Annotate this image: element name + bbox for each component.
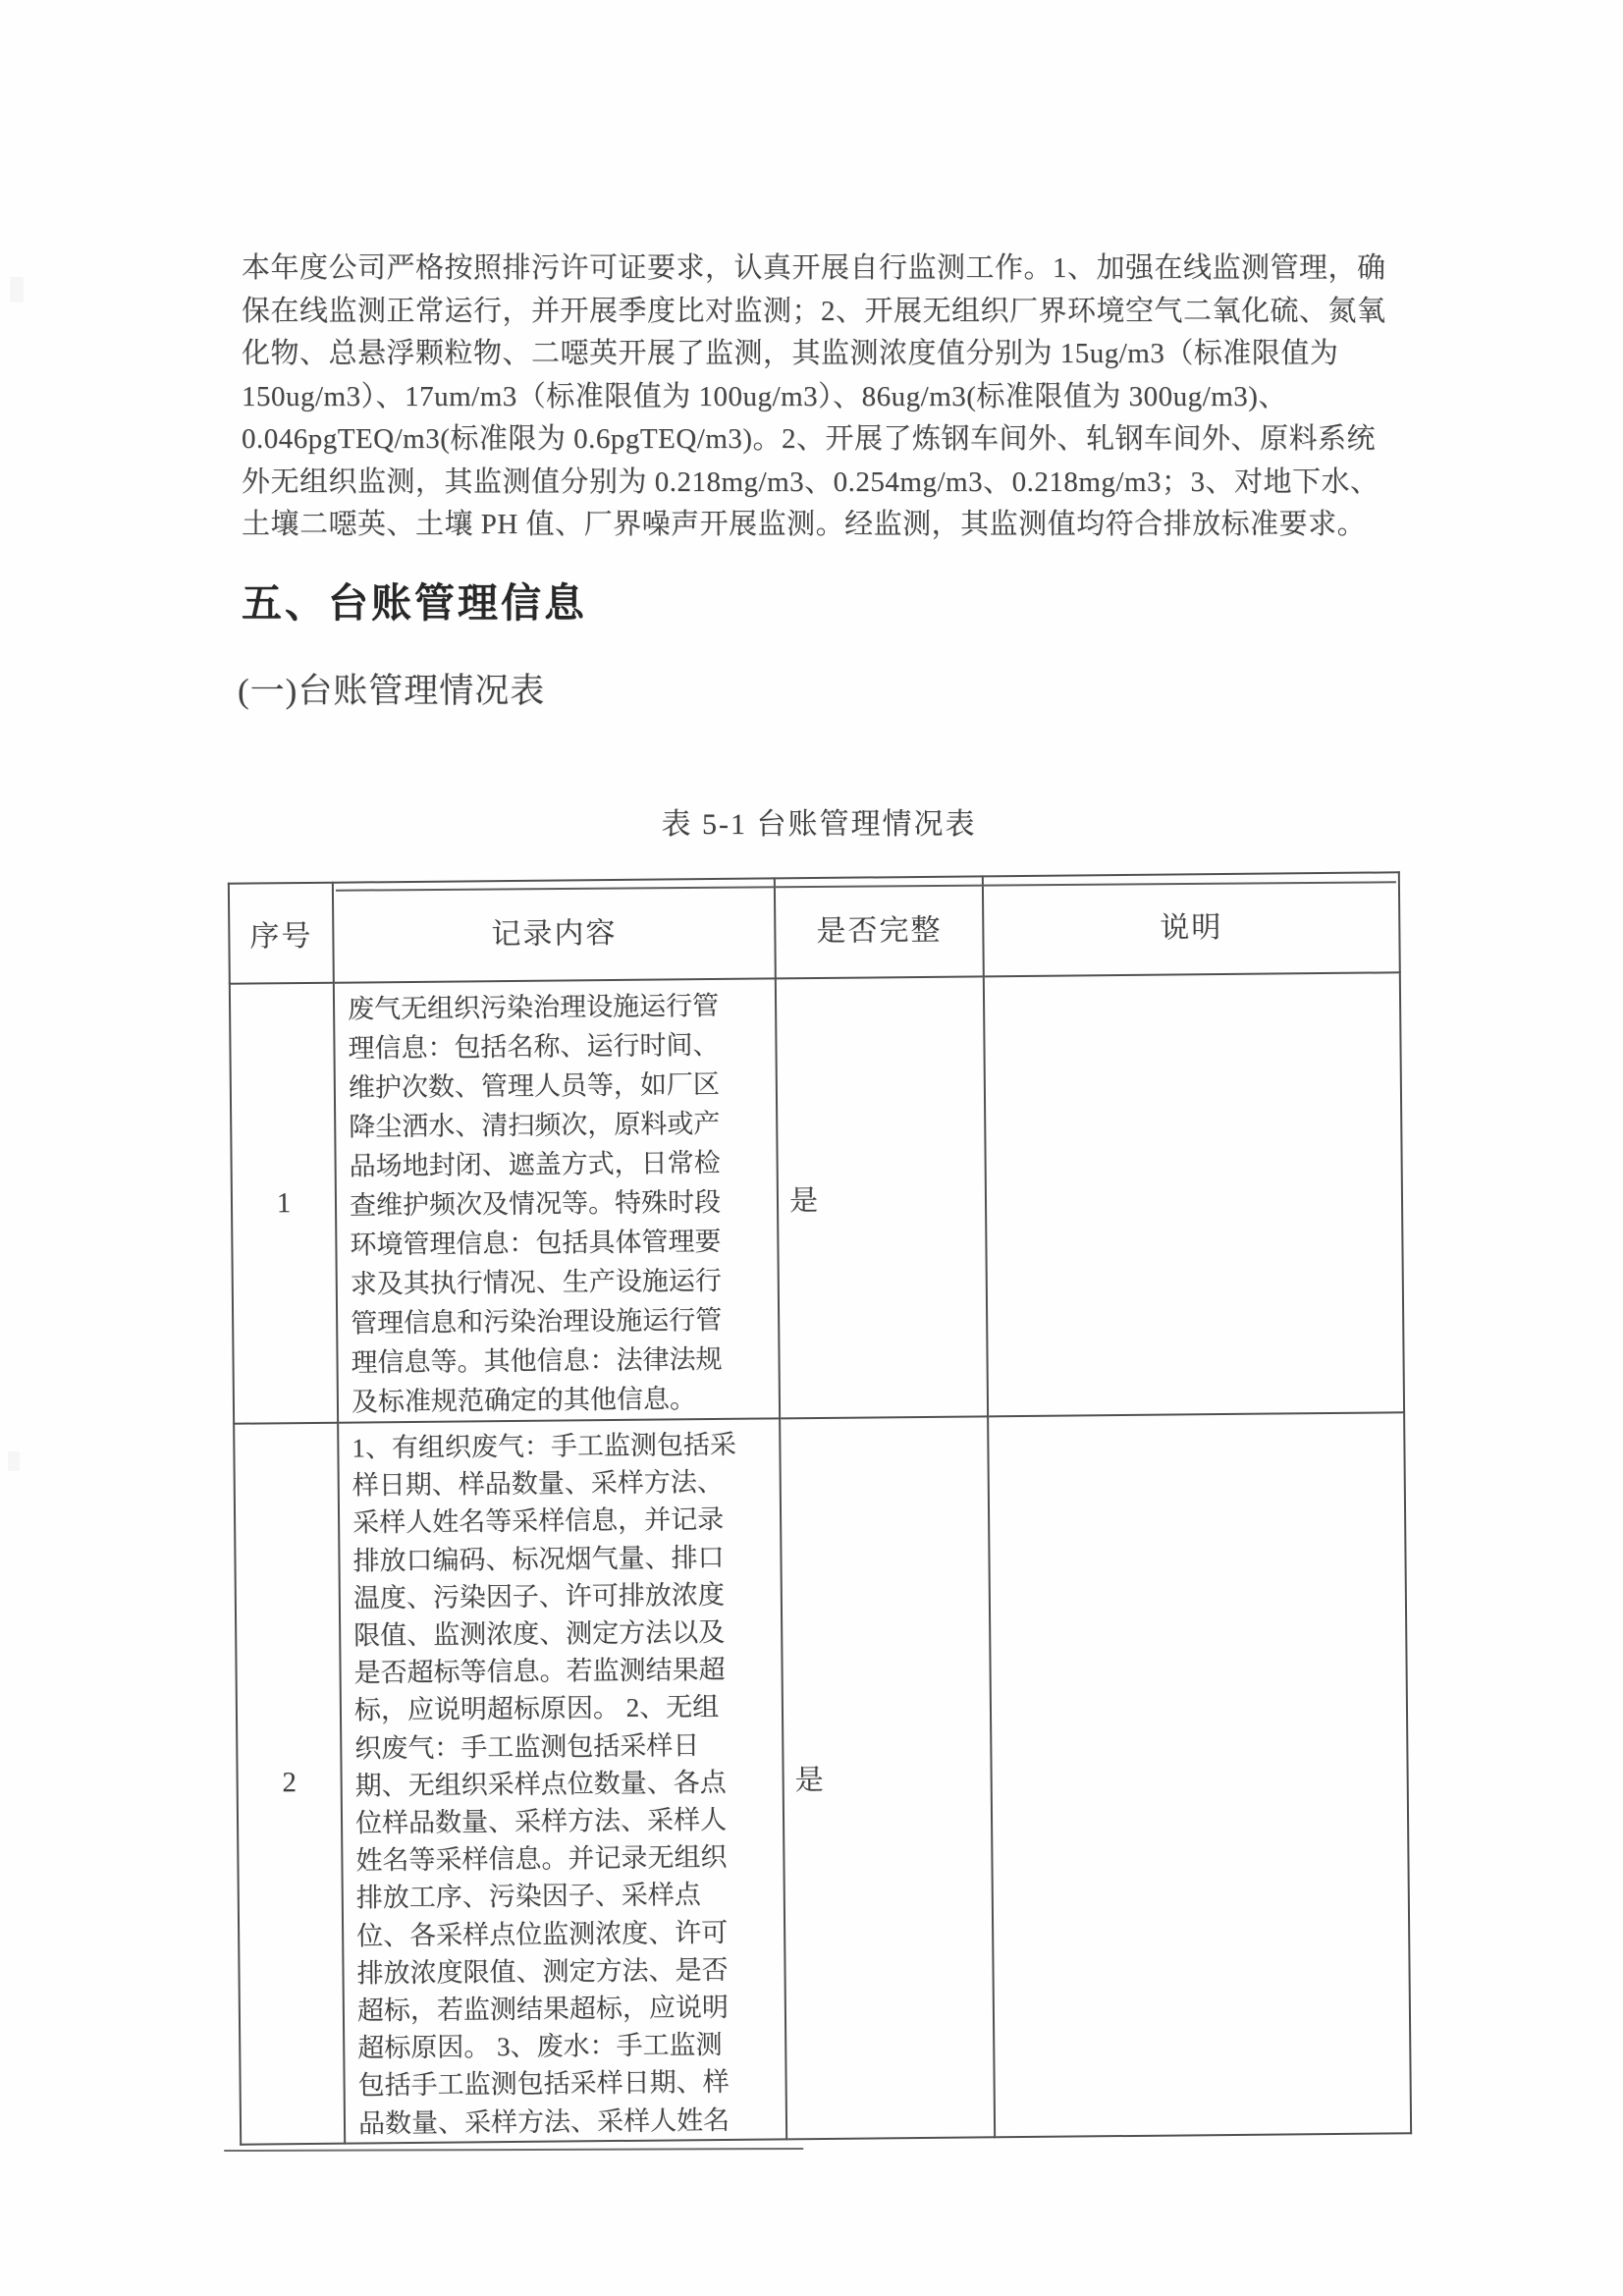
header-cell-complete: 是否完整 (775, 876, 984, 978)
header-cell-serial: 序号 (229, 883, 334, 984)
scan-artifact (8, 1451, 20, 1471)
row-content-cell: 1、有组织废气：手工监测包括采 样日期、样品数量、采样方法、 采样人姓名等采样信息，并记录 排放口编码、标况烟气量、排口 温度、污染因子、许可排放浓度 限值、监测浓度、测定方法以及 是否超标等信息。若监测结果超 标，应说明超标原因。 2、无组 织废气：手工监测包括采样日 期、无组织采样点位数量、各点 位样品数量、采样方法、采样人 姓名等采样信息。并记录无组织 排放工序、污染因子、采样点 位、各采样点位监测浓度、许可 排放浓度限值、测定方法、是否 超标，若监测结果超标，应说明 超标原因。 3、废水：手工监测 包括手工监测包括采样日期、样 品数量、采样方法、采样人姓名 (338, 1418, 786, 2143)
table-row (234, 1412, 1411, 2144)
row-serial-cell: 1 (230, 983, 338, 1424)
intro-paragraph: 本年度公司严格按照排污许可证要求，认真开展自行监测工作。1、加强在线监测管理，确 保在线监测正常运行，并开展季度比对监测；2、开展无组织厂界环境空气二氧化硫、氮氧 化物、总悬浮颗粒物、二噁英开展了监测，其监测浓度值分别为 15ug/m3（标准限值为 150ug/m3）、17um/m3（标准限值为 100ug/m3）、86ug/m3(标准限值为 300ug/m3)、 0.046pgTEQ/m3(标准限为 0.6pgTEQ/m3)。2、开展了炼钢车间外、轧钢车间外、原料系统 外无组织监测，其监测值分别为 0.218mg/m3、0.254mg/m3、0.218mg/m3；3、对地下水、 土壤二噁英、土壤 PH 值、厂界噪声开展监测。经监测，其监测值均符合排放标准要求。 (242, 252, 1386, 540)
row-complete-cell: 是 (780, 1416, 995, 2139)
row-content-cell: 废气无组织污染治理设施运行管 理信息：包括名称、运行时间、 维护次数、管理人员等，如厂区 降尘洒水、清扫频次，原料或产 品场地封闭、遮盖方式，日常检 查维护频次及情况等。特殊时段 环境管理信息：包括具体管理要 求及其执行情况、生产设施运行 管理信息和污染治理设施运行管 理信息等。其他信息：法律法规 及标准规范确定的其他信息。 (334, 978, 780, 1422)
scan-double-line (224, 2148, 803, 2152)
ledger-table (228, 871, 1412, 2145)
table-title: 表 5-1 台账管理情况表 (661, 808, 977, 841)
header-cell-note: 说明 (983, 872, 1400, 976)
row-serial-cell: 2 (234, 1423, 345, 2145)
table-row (230, 972, 1404, 1423)
subsection-heading: (一)台账管理情况表 (238, 672, 546, 710)
row-complete-cell: 是 (776, 976, 988, 1418)
header-cell-record-content: 记录内容 (333, 878, 776, 982)
scan-artifact (10, 277, 24, 302)
row-note-cell (984, 972, 1404, 1416)
section-heading: 五、台账管理信息 (242, 580, 587, 626)
row-note-cell (988, 1412, 1411, 2137)
ledger-table-wrap (228, 871, 1410, 2145)
